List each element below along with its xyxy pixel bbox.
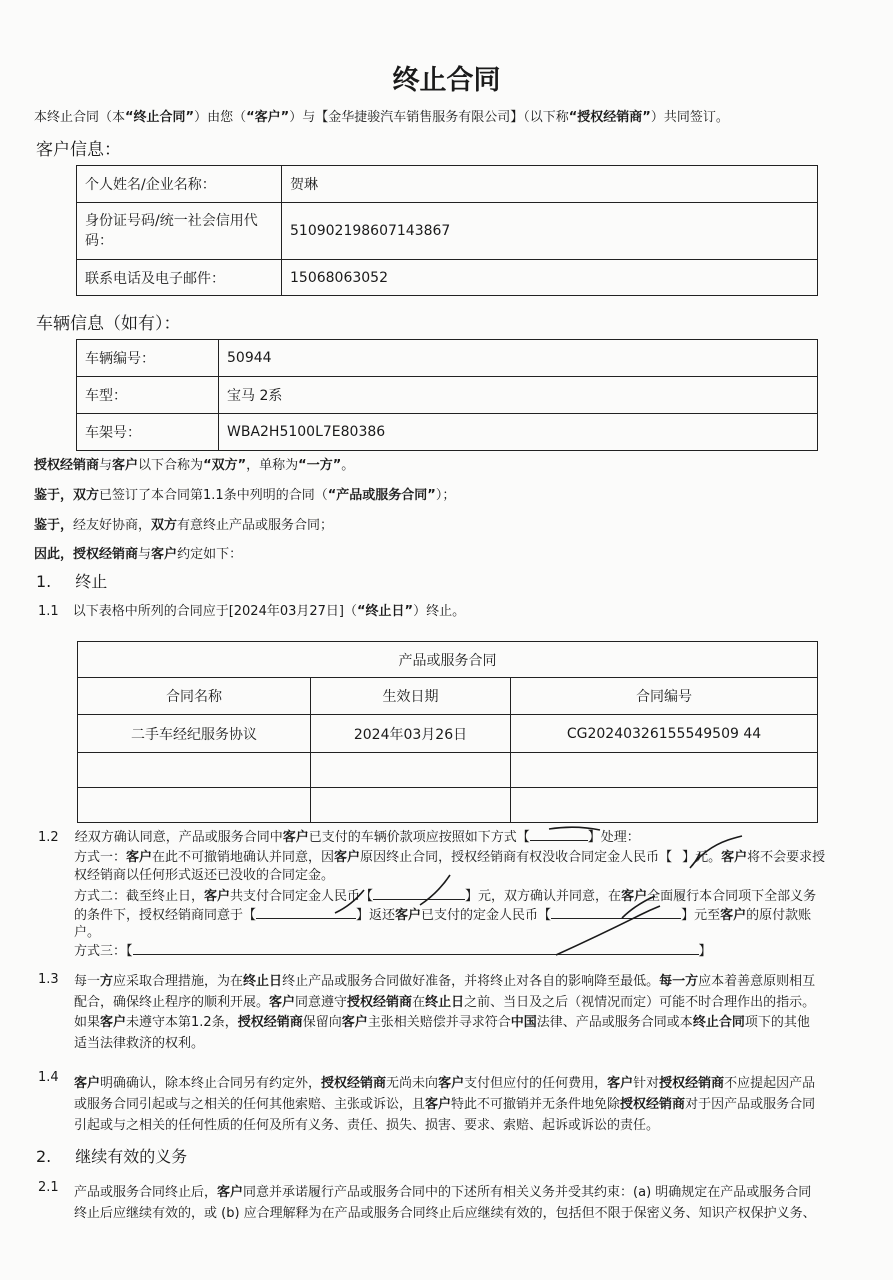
table-row xyxy=(78,753,818,788)
clause-1-2-method-3: 方式三：【 】 xyxy=(74,944,712,959)
clause-1-2-line-1: 1.2 经双方确认同意，产品或服务合同中客户已支付的车辆价款项应按照如下方式【 】处理： xyxy=(38,830,640,845)
vehicle-number-value: 50944 xyxy=(219,340,818,377)
contract-table-caption: 产品或服务合同 xyxy=(78,642,818,678)
clause-1-4-line: 引起或与之相关的任何性质的任何及所有义务、责任、损失、损害、要求、索赔、起诉或诉讼的责任。 xyxy=(74,1118,660,1133)
vehicle-vin-value: WBA2H5100L7E80386 xyxy=(219,414,818,451)
vehicle-model-label: 车型： xyxy=(77,377,219,414)
intro-line: 本终止合同（本“终止合同”）由您（“客户”）与【金华捷骏汽车销售服务有限公司】（以下称“授权经销商”）共同签订。 xyxy=(34,110,729,125)
clause-2-1-num: 2.1 xyxy=(38,1180,59,1195)
recital-2: 鉴于，经友好协商，双方有意终止产品或服务合同； xyxy=(34,518,334,533)
clause-1-3-line: 如果客户未遵守本第1.2条，授权经销商保留向客户主张相关赔偿并寻求符合中国法律、产品或服务合同或本终止合同项下的其他 xyxy=(74,1015,810,1030)
vehicle-number-label: 车辆编号： xyxy=(77,340,219,377)
customer-info-table xyxy=(76,165,818,296)
customer-info-heading: 客户信息： xyxy=(36,140,121,160)
clause-1-4-num: 1.4 xyxy=(38,1070,59,1085)
contract-number-cell: CG20240326155549509 44 xyxy=(511,715,818,753)
table-row xyxy=(78,715,818,753)
clause-1-2-method-2-end: 户。 xyxy=(74,925,101,940)
vehicle-info-table xyxy=(76,339,818,451)
clause-1-3-line: 每一方应采取合理措施，为在终止日终止产品或服务合同做好准备，并将终止对各自的影响降至最低。每一方应本着善意原则相互 xyxy=(74,974,816,989)
clause-1-2-method-1-cont: 权经销商以任何形式返还已没收的合同定金。 xyxy=(74,868,335,883)
clause-1-3-body xyxy=(74,972,815,1054)
clause-2-1-line: 产品或服务合同终止后，客户同意并承诺履行产品或服务合同中的下述所有相关义务并受其约束：(a) 明确规定在产品或服务合同 xyxy=(74,1185,812,1200)
vehicle-model-value: 宝马 2系 xyxy=(219,377,818,414)
clause-2-1-body xyxy=(74,1182,816,1224)
recital-1: 鉴于，双方已签订了本合同第1.1条中列明的合同（“产品或服务合同”）； xyxy=(34,488,456,503)
contract-date-cell: 2024年03月26日 xyxy=(311,715,511,753)
clause-1-4-body xyxy=(74,1073,815,1136)
page-title: 终止合同 xyxy=(392,65,501,96)
contract-table xyxy=(77,641,818,823)
method-blank xyxy=(530,828,588,841)
section-2-heading: 2. 继续有效的义务 xyxy=(36,1147,188,1166)
customer-id-value: 510902198607143867 xyxy=(282,203,818,260)
customer-contact-label: 联系电话及电子邮件： xyxy=(77,260,282,296)
vehicle-info-heading: 车辆信息（如有）： xyxy=(36,314,181,334)
clause-1-3-line: 配合，确保终止程序的顺利开展。客户同意遵守授权经销商在终止日之前、当日及之后（视情况而定）可能不时合理作出的指示。 xyxy=(74,994,816,1010)
clause-1-4-line: 或服务合同引起或与之相关的任何其他索赔、主张或诉讼，且客户特此不可撤销并无条件地免除授权经销商对于因产品或服务合同 xyxy=(74,1097,816,1112)
clause-1-4-line: 客户明确确认，除本终止合同另有约定外，授权经销商无尚未向客户支付但应付的任何费用，客户针对授权经销商不应提起因产品 xyxy=(74,1076,816,1091)
customer-name-label: 个人姓名/企业名称： xyxy=(77,166,282,203)
recital-therefore: 因此，授权经销商与客户约定如下： xyxy=(34,547,243,562)
clause-2-1-line: 终止后应继续有效的，或 (b) 应合理解释为在产品或服务合同终止后应继续有效的，包括但不限于保密义务、知识产权保护义务、 xyxy=(74,1206,816,1221)
contract-name-cell: 二手车经纪服务协议 xyxy=(78,715,311,753)
parties-definition: 授权经销商与客户以下合称为“双方”，单称为“一方”。 xyxy=(34,458,355,473)
contract-header-date: 生效日期 xyxy=(311,678,511,715)
customer-contact-value: 15068063052 xyxy=(282,260,818,296)
section-1-heading: 1. 终止 xyxy=(36,572,108,591)
customer-name-value: 贺琳 xyxy=(282,166,818,203)
customer-id-label: 身份证号码/统一社会信用代码： xyxy=(77,203,282,260)
clause-1-2-method-2-cont: 的条件下，授权经销商同意于【 】返还客户已支付的定金人民币【 】元至客户的原付款账 xyxy=(74,908,812,923)
table-row xyxy=(78,788,818,823)
clause-1-1: 1.1 以下表格中所列的合同应于[2024年03月27日]（“终止日”）终止。 xyxy=(38,604,466,619)
contract-header-number: 合同编号 xyxy=(511,678,818,715)
clause-1-3-line: 适当法律救济的权利。 xyxy=(74,1035,205,1051)
clause-1-2-method-1: 方式一：客户在此不可撤销地确认并同意，因客户原因终止合同，授权经销商有权没收合同定金人民币【 】元。客户将不会要求授 xyxy=(74,850,826,865)
clause-1-3-num: 1.3 xyxy=(38,972,59,987)
clause-1-2-method-2: 方式二：截至终止日，客户共支付合同定金人民币【 】元，双方确认并同意，在客户全面履行本合同项下全部义务 xyxy=(74,889,817,904)
contract-header-name: 合同名称 xyxy=(78,678,311,715)
vehicle-vin-label: 车架号： xyxy=(77,414,219,451)
